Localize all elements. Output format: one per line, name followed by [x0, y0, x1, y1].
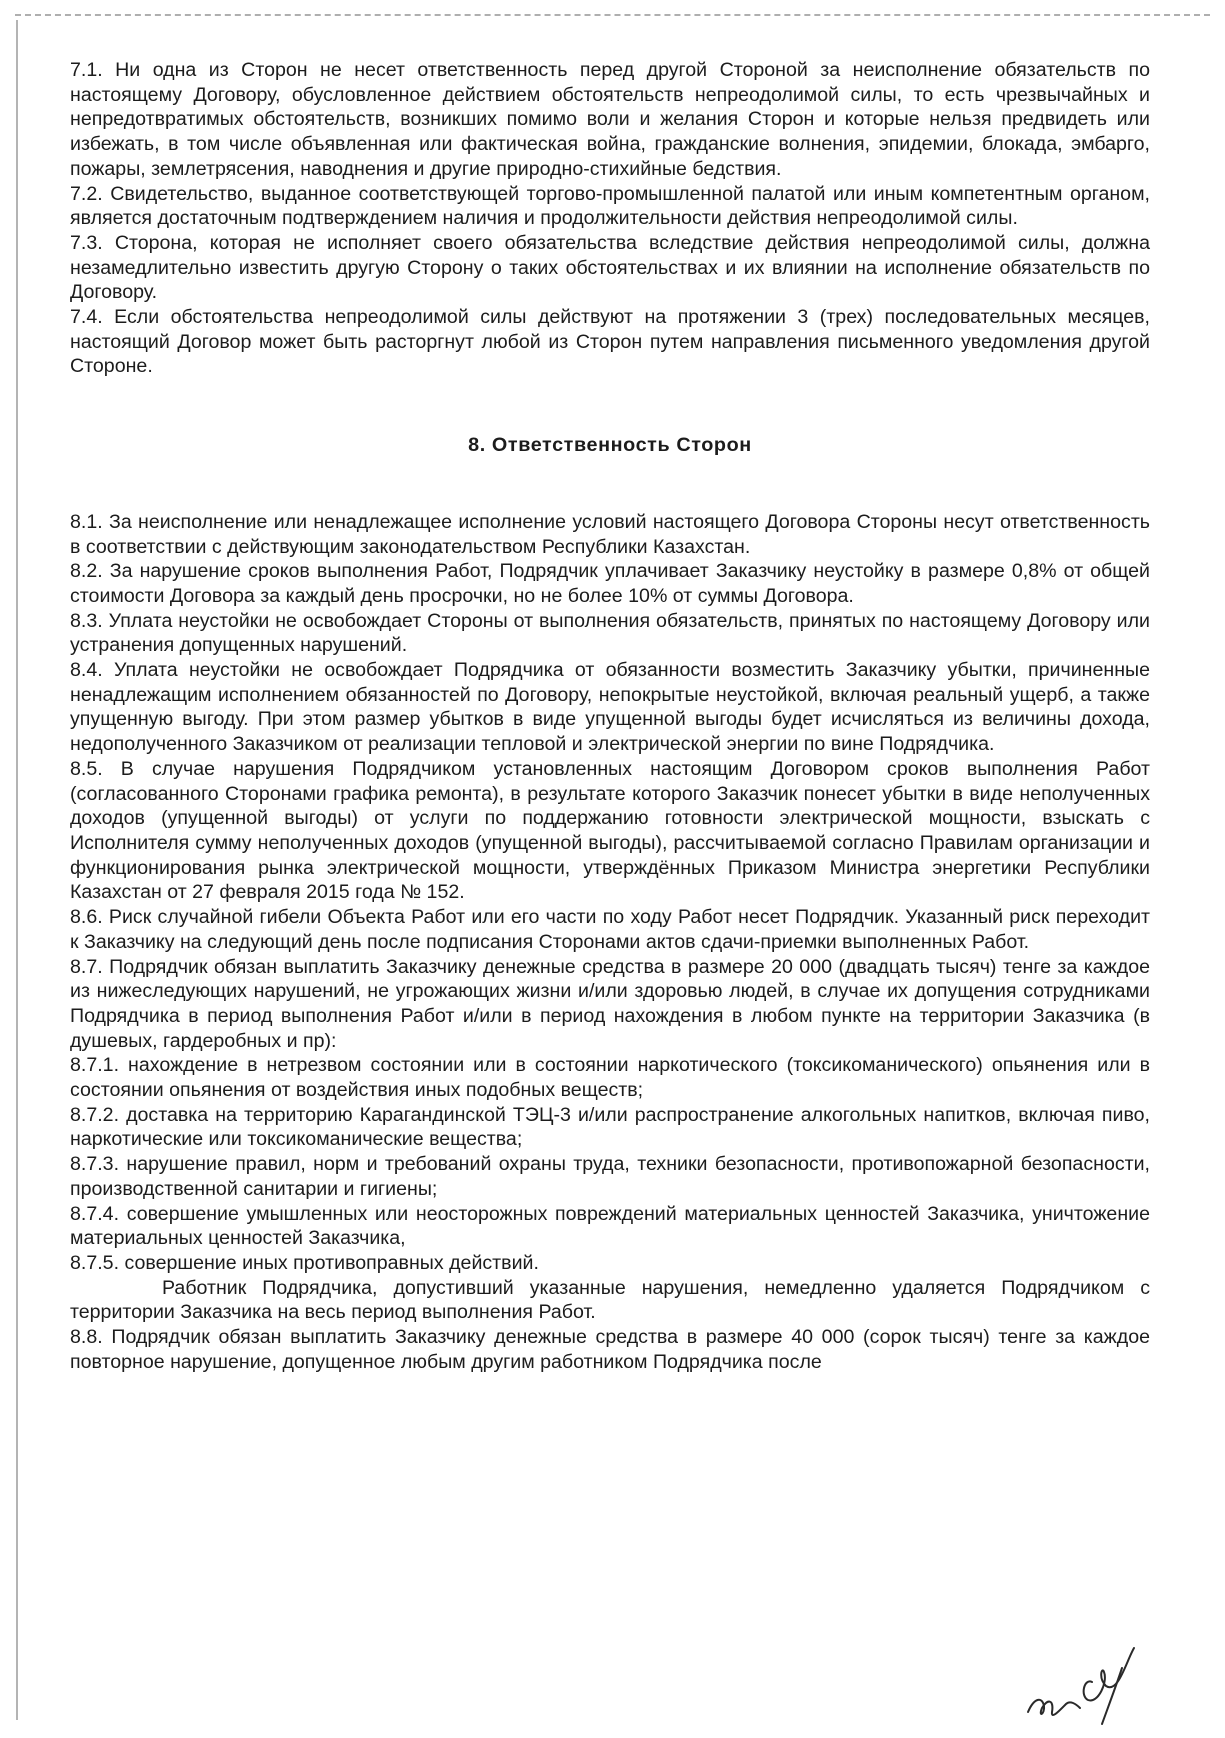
document-page [70, 58, 1150, 1374]
scan-top-edge [15, 14, 1210, 16]
clause-8-7-2: 8.7.2. доставка на территорию Карагандинской ТЭЦ-3 и/или распространение алкогольных напитков, включая пиво, наркотические или токсикоманические вещества; [70, 1103, 1150, 1151]
clause-8-5: 8.5. В случае нарушения Подрядчиком установленных настоящим Договором сроков выполнения Работ (согласованного Сторонами графика ремонта), в результате которого Заказчик понесет убытки в виде неполученных доходов (упущенной выгоды) от услуги по поддержанию готовности электрической мощности, взыскать с Исполнителя сумму неполученных доходов (упущенной выгоды), рассчитываемой согласно Правилам организации и функционирования рынка электрической мощности, утверждённых Приказом Министра энергетики Республики Казахстан от 27 февраля 2015 года № 152. [70, 757, 1150, 904]
clause-8-7-4: 8.7.4. совершение умышленных или неосторожных повреждений материальных ценностей Заказчика, уничтожение материальных ценностей Заказчика, [70, 1202, 1150, 1250]
worker-removal-paragraph: Работник Подрядчика, допустивший указанные нарушения, немедленно удаляется Подрядчиком с территории Заказчика на весь период выполнения Работ. [70, 1276, 1150, 1324]
clause-8-3: 8.3. Уплата неустойки не освобождает Стороны от выполнения обязательств, принятых по настоящему Договору или устранения допущенных нарушений. [70, 609, 1150, 657]
clause-8-6: 8.6. Риск случайной гибели Объекта Работ или его части по ходу Работ несет Подрядчик. Указанный риск переходит к Заказчику на следующий день после подписания Сторонами актов сдачи-приемки выполненных Работ. [70, 906, 1150, 953]
clause-8-7: 8.7. Подрядчик обязан выплатить Заказчику денежные средства в размере 20 000 (двадцать тысяч) тенге за каждое из нижеследующих нарушений, не угрожающих жизни и/или здоровью людей, в случае их допущения сотрудниками Подрядчика в период выполнения Работ и/или в период нахождения в любом пункте на территории Заказчика (в душевых, гардеробных и пр): [70, 955, 1150, 1052]
clause-8-2: 8.2. За нарушение сроков выполнения Работ, Подрядчик уплачивает Заказчику неустойку в размере 0,8% от общей стоимости Договора за каждый день просрочки, но не более 10% от суммы Договора. [70, 560, 1150, 607]
clause-8-7-3: 8.7.3. нарушение правил, норм и требований охраны труда, техники безопасности, противопожарной безопасности, производственной санитарии и гигиены; [70, 1153, 1150, 1200]
clause-7-1: 7.1. Ни одна из Сторон не несет ответственность перед другой Стороной за неисполнение обязательств по настоящему Договору, обусловленное действием обстоятельств непреодолимой силы, то есть чрезвычайных и непредотвратимых обстоятельств, возникших помимо воли и желания Сторон и которые нельзя предвидеть или избежать, в том числе объявленная или фактическая война, гражданские волнения, эпидемии, блокада, эмбарго, пожары, землетрясения, наводнения и другие природно-стихийные бедствия. [70, 59, 1150, 180]
scan-left-edge [16, 20, 18, 1720]
clause-8-4: 8.4. Уплата неустойки не освобождает Подрядчика от обязанности возместить Заказчику убытки, причиненные ненадлежащим исполнением обязанностей по Договору, непокрытые неустойкой, включая реальный ущерб, а также упущенную выгоду. При этом размер убытков в виде упущенной выгоды будет исчисляться из величины дохода, недополученного Заказчиком от реализации тепловой и электрической энергии по вине Подрядчика. [70, 659, 1150, 756]
handwritten-signature [1022, 1642, 1182, 1728]
clause-7-3: 7.3. Сторона, которая не исполняет своего обязательства вследствие действия непреодолимой силы, должна незамедлительно известить другую Сторону о таких обстоятельствах и их влиянии на исполнение обязательств по Договору. [70, 231, 1150, 304]
clause-7-4: 7.4. Если обстоятельства непреодолимой силы действуют на протяжении 3 (трех) последовательных месяцев, настоящий Договор может быть расторгнут любой из Сторон путем направления письменного уведомления другой Стороне. [70, 306, 1150, 378]
section-8-title: 8. Ответственность Сторон [468, 434, 752, 457]
clause-8-7-1: 8.7.1. нахождение в нетрезвом состоянии или в состоянии наркотического (токсикоманического) опьянения или в состоянии опьянения от воздействия иных подобных веществ; [70, 1054, 1150, 1102]
clause-7-2: 7.2. Свидетельство, выданное соответствующей торгово-промышленной палатой или иным компетентным органом, является достаточным подтверждением наличия и продолжительности действия непреодолимой силы. [70, 182, 1150, 230]
clause-8-7-5: 8.7.5. совершение иных противоправных действий. [70, 1251, 539, 1274]
clause-8-8: 8.8. Подрядчик обязан выплатить Заказчику денежные средства в размере 40 000 (сорок тысяч) тенге за каждое повторное нарушение, допущенное любым другим работником Подрядчика после [70, 1326, 1150, 1373]
clause-8-1: 8.1. За неисполнение или ненадлежащее исполнение условий настоящего Договора Стороны несут ответственность в соответствии с действующим законодательством Республики Казахстан. [70, 510, 1150, 558]
